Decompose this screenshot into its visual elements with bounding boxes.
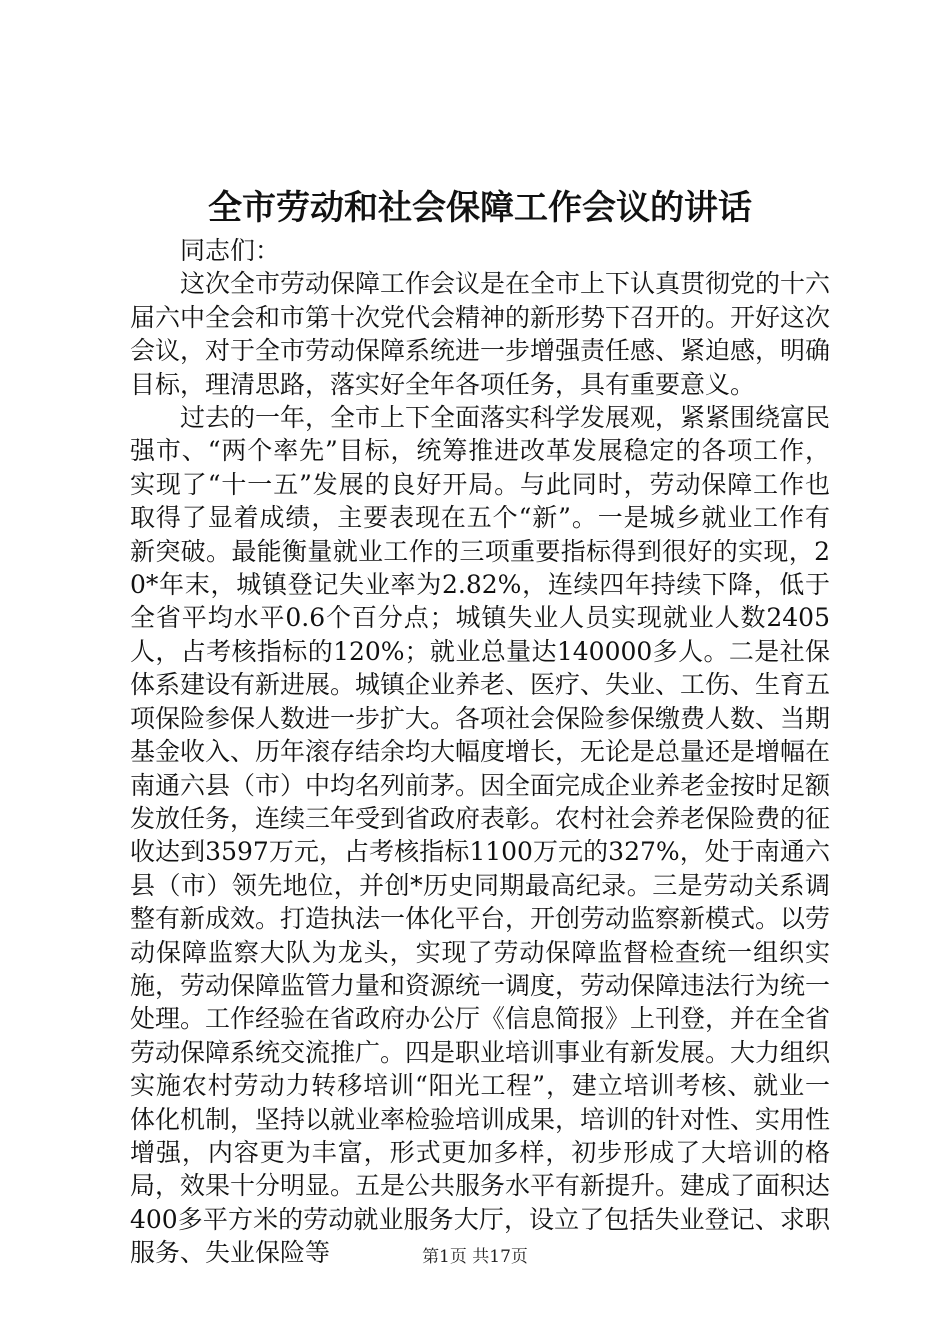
document-page [130,180,830,1270]
document-title: 全市劳动和社会保障工作会议的讲话 [208,188,752,228]
salutation: 同志们： [180,236,281,265]
paragraph-2: 过去的一年，全市上下全面落实科学发展观，紧紧围绕富民强市、“两个率先”目标，统筹推进改革发展稳定的各项工作，实现了“十一五”发展的良好开局。与此同时，劳动保障工作也取得了显着成绩，主要表现在五个“新”。一是城乡就业工作有新突破。最能衡量就业工作的三项重要指标得到很好的实现，20*年末，城镇登记失业率为2.82%，连续四年持续下降，低于全省平均水平0.6个百分点；城镇失业人员实现就业人数2405人，占考核指标的120%；就业总量达140000多人。二是社保体系建设有新进展。城镇企业养老、医疗、失业、工伤、生育五项保险参保人数进一步扩大。各项社会保险参保缴费人数、当期基金收入、历年滚存结余均大幅度增长，无论是总量还是增幅在南通六县（市）中均名列前茅。因全面完成企业养老金按时足额发放任务，连续三年受到省政府表彰。农村社会养老保险费的征收达到3597万元，占考核指标1100万元的327%，处于南通六县（市）领先地位，并创*历史同期最高纪录。三是劳动关系调整有新成效。打造执法一体化平台，开创劳动监察新模式。以劳动保障监察大队为龙头，实现了劳动保障监督检查统一组织实施，劳动保障监管力量和资源统一调度，劳动保障违法行为统一处理。工作经验在省政府办公厅《信息简报》上刊登，并在全省劳动保障系统交流推广。四是职业培训事业有新发展。大力组织实施农村劳动力转移培训“阳光工程”，建立培训考核、就业一体化机制，坚持以就业率检验培训成果，培训的针对性、实用性增强，内容更为丰富，形式更加多样，初步形成了大培训的格局，效果十分明显。五是公共服务水平有新提升。建成了面积达400多平方米的劳动就业服务大厅，设立了包括失业登记、求职服务、失业保险等 [130,403,831,1268]
paragraph-1: 这次全市劳动保障工作会议是在全市上下认真贯彻党的十六届六中全会和市第十次党代会精神的新形势下召开的。开好这次会议，对于全市劳动保障系统进一步增强责任感、紧迫感，明确目标，理清思路，落实好全年各项任务，具有重要意义。 [130,269,831,399]
page-footer: 第1页 共17页 [422,1247,528,1267]
